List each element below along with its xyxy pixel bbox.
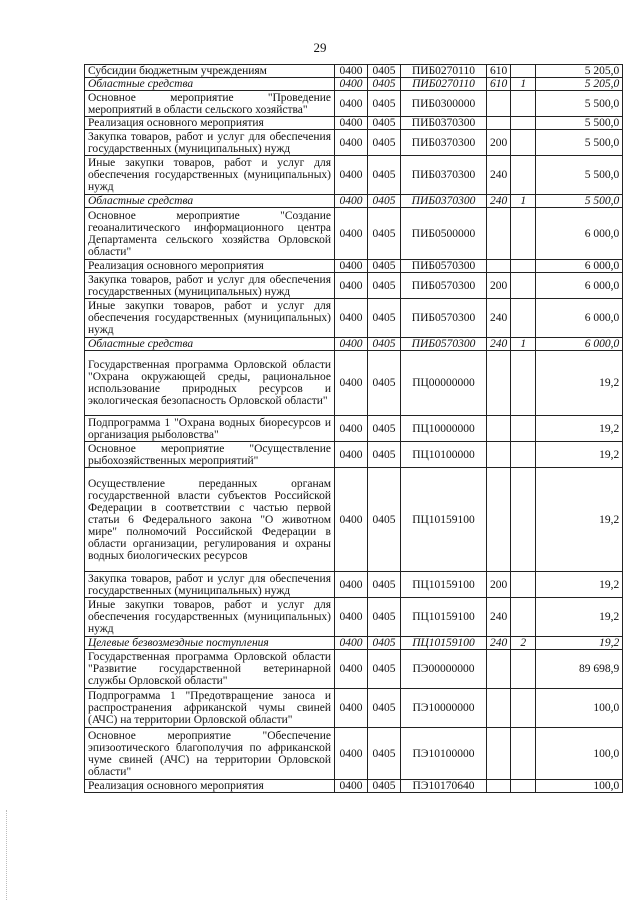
row-expense-type: 200 xyxy=(487,273,511,299)
row-section-code: 0400 xyxy=(335,156,368,195)
row-name: Реализация основного мероприятия xyxy=(85,260,335,273)
row-section-code: 0400 xyxy=(335,689,368,728)
row-expense-type xyxy=(487,117,511,130)
row-section-code: 0400 xyxy=(335,442,368,468)
row-target-article: ПЦ10000000 xyxy=(401,416,487,442)
row-amount: 5 500,0 xyxy=(536,195,623,208)
row-source-code xyxy=(511,351,536,416)
row-subsection-code: 0405 xyxy=(368,195,401,208)
row-name: Реализация основного мероприятия xyxy=(85,780,335,793)
row-subsection-code: 0405 xyxy=(368,468,401,572)
row-section-code: 0400 xyxy=(335,637,368,650)
row-source-code xyxy=(511,156,536,195)
table-row xyxy=(85,338,623,351)
table-row xyxy=(85,351,623,416)
row-name: Осуществление переданных органам государственной власти субъектов Российской Федерации в соответствии с частью первой статьи 6 Федерального закона "О животном мире" полномочий Российской Федерации в области организации, регулирования и охраны водных биологических ресурсов xyxy=(85,468,335,572)
row-target-article: ПЦ00000000 xyxy=(401,351,487,416)
row-subsection-code: 0405 xyxy=(368,728,401,780)
row-subsection-code: 0405 xyxy=(368,91,401,117)
row-section-code: 0400 xyxy=(335,728,368,780)
row-subsection-code: 0405 xyxy=(368,338,401,351)
table-row xyxy=(85,260,623,273)
row-section-code: 0400 xyxy=(335,260,368,273)
row-expense-type xyxy=(487,208,511,260)
row-expense-type: 610 xyxy=(487,78,511,91)
row-section-code: 0400 xyxy=(335,195,368,208)
row-target-article: ПИБ0500000 xyxy=(401,208,487,260)
row-amount: 19,2 xyxy=(536,637,623,650)
row-target-article: ПИБ0570300 xyxy=(401,299,487,338)
row-target-article: ПЦ10159100 xyxy=(401,468,487,572)
row-expense-type: 200 xyxy=(487,572,511,598)
table-row xyxy=(85,689,623,728)
table-body xyxy=(85,65,623,793)
row-target-article: ПЦ10159100 xyxy=(401,637,487,650)
row-subsection-code: 0405 xyxy=(368,650,401,689)
row-amount: 5 500,0 xyxy=(536,130,623,156)
row-source-code xyxy=(511,572,536,598)
row-source-code xyxy=(511,780,536,793)
row-subsection-code: 0405 xyxy=(368,351,401,416)
row-amount: 6 000,0 xyxy=(536,260,623,273)
row-source-code xyxy=(511,468,536,572)
row-section-code: 0400 xyxy=(335,273,368,299)
row-amount: 5 205,0 xyxy=(536,78,623,91)
row-subsection-code: 0405 xyxy=(368,598,401,637)
row-expense-type xyxy=(487,728,511,780)
row-expense-type: 200 xyxy=(487,130,511,156)
row-subsection-code: 0405 xyxy=(368,442,401,468)
row-target-article: ПЭ10100000 xyxy=(401,728,487,780)
row-target-article: ПЦ10159100 xyxy=(401,598,487,637)
row-amount: 19,2 xyxy=(536,572,623,598)
row-amount: 19,2 xyxy=(536,442,623,468)
row-section-code: 0400 xyxy=(335,598,368,637)
table-row xyxy=(85,156,623,195)
row-target-article: ПИБ0370300 xyxy=(401,195,487,208)
row-target-article: ПИБ0370300 xyxy=(401,156,487,195)
row-target-article: ПЭ00000000 xyxy=(401,650,487,689)
row-amount: 19,2 xyxy=(536,468,623,572)
row-section-code: 0400 xyxy=(335,208,368,260)
row-expense-type: 240 xyxy=(487,156,511,195)
row-name: Иные закупки товаров, работ и услуг для обеспечения государственных (муниципальных) нужд xyxy=(85,299,335,338)
row-subsection-code: 0405 xyxy=(368,117,401,130)
budget-table xyxy=(84,64,623,793)
row-expense-type xyxy=(487,780,511,793)
row-name: Субсидии бюджетным учреждениям xyxy=(85,65,335,78)
row-source-code xyxy=(511,598,536,637)
row-source-code xyxy=(511,299,536,338)
row-amount: 6 000,0 xyxy=(536,273,623,299)
row-source-code xyxy=(511,650,536,689)
row-expense-type xyxy=(487,442,511,468)
row-subsection-code: 0405 xyxy=(368,572,401,598)
row-source-code xyxy=(511,273,536,299)
row-subsection-code: 0405 xyxy=(368,65,401,78)
row-name: Иные закупки товаров, работ и услуг для обеспечения государственных (муниципальных) нужд xyxy=(85,598,335,637)
row-target-article: ПЦ10159100 xyxy=(401,572,487,598)
row-subsection-code: 0405 xyxy=(368,416,401,442)
row-amount: 6 000,0 xyxy=(536,338,623,351)
row-expense-type xyxy=(487,91,511,117)
row-source-code xyxy=(511,130,536,156)
row-expense-type: 240 xyxy=(487,598,511,637)
row-subsection-code: 0405 xyxy=(368,208,401,260)
row-target-article: ПЭ10000000 xyxy=(401,689,487,728)
row-expense-type xyxy=(487,650,511,689)
row-source-code xyxy=(511,442,536,468)
row-expense-type xyxy=(487,351,511,416)
row-source-code: 2 xyxy=(511,637,536,650)
row-amount: 100,0 xyxy=(536,780,623,793)
row-target-article: ПИБ0570300 xyxy=(401,273,487,299)
row-target-article: ПИБ0370300 xyxy=(401,117,487,130)
row-expense-type: 240 xyxy=(487,637,511,650)
row-section-code: 0400 xyxy=(335,650,368,689)
row-expense-type: 240 xyxy=(487,338,511,351)
row-target-article: ПИБ0570300 xyxy=(401,338,487,351)
row-amount: 6 000,0 xyxy=(536,208,623,260)
table-row xyxy=(85,130,623,156)
row-name: Реализация основного мероприятия xyxy=(85,117,335,130)
row-expense-type xyxy=(487,260,511,273)
row-expense-type: 240 xyxy=(487,299,511,338)
row-section-code: 0400 xyxy=(335,130,368,156)
row-name: Подпрограмма 1 "Охрана водных биоресурсов и организация рыболовства" xyxy=(85,416,335,442)
row-name: Целевые безвозмездные поступления xyxy=(85,637,335,650)
table-row xyxy=(85,650,623,689)
row-source-code xyxy=(511,260,536,273)
row-source-code xyxy=(511,416,536,442)
table-row xyxy=(85,780,623,793)
table-row xyxy=(85,91,623,117)
page-number: 29 xyxy=(313,40,327,55)
row-source-code xyxy=(511,91,536,117)
table-row xyxy=(85,117,623,130)
row-subsection-code: 0405 xyxy=(368,78,401,91)
row-amount: 5 205,0 xyxy=(536,65,623,78)
table-row xyxy=(85,416,623,442)
row-section-code: 0400 xyxy=(335,78,368,91)
row-expense-type: 610 xyxy=(487,65,511,78)
row-section-code: 0400 xyxy=(335,416,368,442)
row-source-code xyxy=(511,65,536,78)
row-amount: 6 000,0 xyxy=(536,299,623,338)
row-subsection-code: 0405 xyxy=(368,689,401,728)
row-expense-type xyxy=(487,689,511,728)
row-subsection-code: 0405 xyxy=(368,273,401,299)
row-expense-type: 240 xyxy=(487,195,511,208)
row-subsection-code: 0405 xyxy=(368,156,401,195)
row-name: Государственная программа Орловской области "Развитие государственной ветеринарной службы Орловской области" xyxy=(85,650,335,689)
row-subsection-code: 0405 xyxy=(368,637,401,650)
table-row xyxy=(85,598,623,637)
binding-marks xyxy=(6,810,9,900)
row-amount: 19,2 xyxy=(536,416,623,442)
row-target-article: ПЦ10100000 xyxy=(401,442,487,468)
row-section-code: 0400 xyxy=(335,572,368,598)
table-row xyxy=(85,637,623,650)
table-row xyxy=(85,78,623,91)
row-source-code xyxy=(511,208,536,260)
row-name: Основное мероприятие "Проведение мероприятий в области сельского хозяйства" xyxy=(85,91,335,117)
row-source-code xyxy=(511,117,536,130)
row-source-code xyxy=(511,728,536,780)
row-section-code: 0400 xyxy=(335,338,368,351)
row-section-code: 0400 xyxy=(335,468,368,572)
row-source-code xyxy=(511,689,536,728)
row-amount: 89 698,9 xyxy=(536,650,623,689)
row-target-article: ПИБ0300000 xyxy=(401,91,487,117)
table-row xyxy=(85,728,623,780)
row-subsection-code: 0405 xyxy=(368,260,401,273)
row-name: Закупка товаров, работ и услуг для обеспечения государственных (муниципальных) нужд xyxy=(85,130,335,156)
row-amount: 5 500,0 xyxy=(536,117,623,130)
table-row xyxy=(85,299,623,338)
row-target-article: ПИБ0270110 xyxy=(401,78,487,91)
table-row xyxy=(85,65,623,78)
row-expense-type xyxy=(487,416,511,442)
table-row xyxy=(85,195,623,208)
row-target-article: ПИБ0270110 xyxy=(401,65,487,78)
row-amount: 19,2 xyxy=(536,598,623,637)
row-source-code: 1 xyxy=(511,338,536,351)
row-target-article: ПЭ10170640 xyxy=(401,780,487,793)
row-amount: 5 500,0 xyxy=(536,91,623,117)
row-subsection-code: 0405 xyxy=(368,299,401,338)
row-target-article: ПИБ0570300 xyxy=(401,260,487,273)
row-section-code: 0400 xyxy=(335,117,368,130)
row-section-code: 0400 xyxy=(335,351,368,416)
row-target-article: ПИБ0370300 xyxy=(401,130,487,156)
row-source-code: 1 xyxy=(511,195,536,208)
row-section-code: 0400 xyxy=(335,65,368,78)
row-name: Областные средства xyxy=(85,338,335,351)
table-row xyxy=(85,442,623,468)
row-name: Закупка товаров, работ и услуг для обеспечения государственных (муниципальных) нужд xyxy=(85,572,335,598)
row-section-code: 0400 xyxy=(335,780,368,793)
row-name: Областные средства xyxy=(85,195,335,208)
row-name: Подпрограмма 1 "Предотвращение заноса и распространения африканской чумы свиней (АЧС) на территории Орловской области" xyxy=(85,689,335,728)
table-row xyxy=(85,208,623,260)
row-section-code: 0400 xyxy=(335,91,368,117)
row-name: Основное мероприятие "Осуществление рыбохозяйственных мероприятий" xyxy=(85,442,335,468)
row-amount: 5 500,0 xyxy=(536,156,623,195)
row-source-code: 1 xyxy=(511,78,536,91)
row-subsection-code: 0405 xyxy=(368,130,401,156)
row-name: Основное мероприятие "Обеспечение эпизоотического благополучия по африканской чуме свиней (АЧС) на территории Орловской области" xyxy=(85,728,335,780)
row-name: Основное мероприятие "Создание геоаналитического информационного центра Департамента сельского хозяйства Орловской области" xyxy=(85,208,335,260)
table-row xyxy=(85,468,623,572)
table-row xyxy=(85,572,623,598)
row-section-code: 0400 xyxy=(335,299,368,338)
row-amount: 100,0 xyxy=(536,728,623,780)
row-name: Иные закупки товаров, работ и услуг для обеспечения государственных (муниципальных) нужд xyxy=(85,156,335,195)
row-amount: 100,0 xyxy=(536,689,623,728)
row-name: Закупка товаров, работ и услуг для обеспечения государственных (муниципальных) нужд xyxy=(85,273,335,299)
row-name: Областные средства xyxy=(85,78,335,91)
row-amount: 19,2 xyxy=(536,351,623,416)
row-expense-type xyxy=(487,468,511,572)
row-subsection-code: 0405 xyxy=(368,780,401,793)
table-row xyxy=(85,273,623,299)
row-name: Государственная программа Орловской области "Охрана окружающей среды, рациональное использование природных ресурсов и экологическая безопасность Орловской области" xyxy=(85,351,335,416)
